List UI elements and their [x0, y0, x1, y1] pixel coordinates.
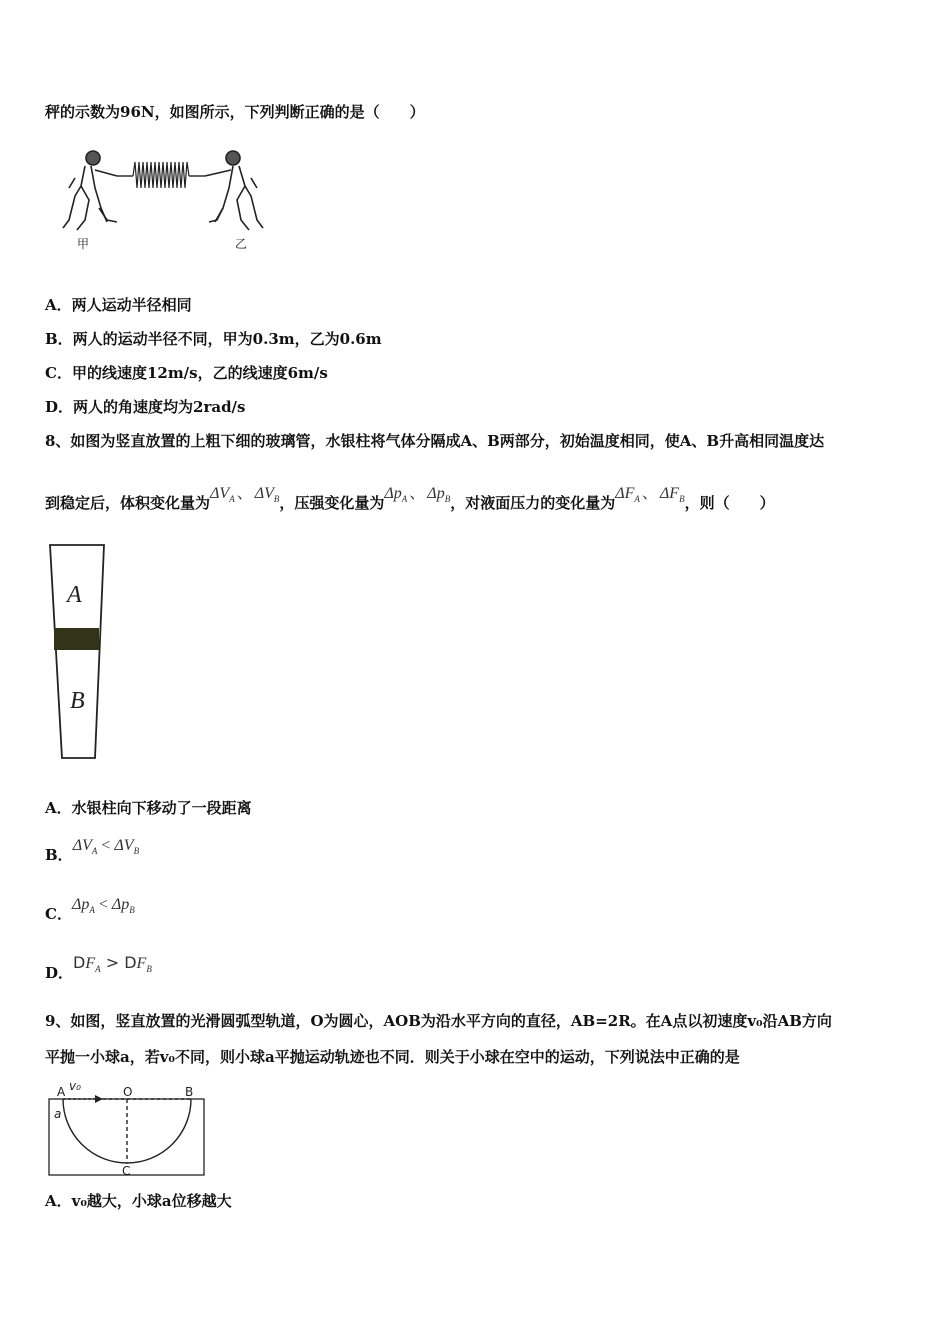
label-yi: 乙 [235, 237, 248, 251]
q8-stem-line2 [45, 485, 775, 519]
label-point-a: A [57, 1085, 66, 1099]
q8-tube-figure [45, 540, 115, 765]
label-jia: 甲 [77, 237, 90, 251]
q8-option-a: A．水银柱向下移动了一段距离 [45, 799, 252, 817]
q8-option-b-math: $\Delta V_A < \Delta V_B$ [72, 837, 140, 857]
q7-option-a: A．两人运动半径相同 [45, 296, 192, 314]
q7-stem: 秤的示数为96N，如图所示，下列判断正确的是（ ） [45, 103, 425, 121]
label-v0: v₀ [69, 1080, 81, 1093]
label-point-c: C [122, 1164, 131, 1178]
spring-scale [133, 162, 189, 188]
q8-text-then: ，则（ ） [684, 494, 775, 512]
label-point-b: B [185, 1085, 194, 1099]
q8-text-pressure: ，压强变化量为 [279, 494, 385, 512]
person-jia-figure [63, 151, 117, 230]
q9-track-figure [45, 1080, 210, 1180]
label-gas-b: B [70, 688, 85, 714]
q8-math-dp: $\Delta p_A$ 、 $\Delta p_B$ [384, 485, 451, 505]
q8-option-d: D．$DF_A > DF_B$ [45, 953, 152, 982]
q8-option-d-math: $DF_A > DF_B$ [73, 953, 152, 975]
label-ball-a: a [54, 1107, 62, 1121]
label-gas-a: A [67, 582, 82, 608]
q9-stem-line2: 平抛一小球a，若v₀不同，则小球a平抛运动轨迹也不同．则关于小球在空中的运动，下列说法中正确的是 [45, 1048, 740, 1066]
q9-stem-line1: 9、如图，竖直放置的光滑圆弧型轨道，O为圆心，AOB为沿水平方向的直径，AB=2R。在A点以初速度v₀沿AB方向 [45, 1012, 832, 1030]
q7-figure [55, 148, 270, 258]
q8-option-b: B．$\Delta V_A < \Delta V_B$ [45, 837, 140, 864]
q8-stem-line1: 8、如图为竖直放置的上粗下细的玻璃管，水银柱将气体分隔成A、B两部分，初始温度相同，使A、B升高相同温度达 [45, 432, 825, 450]
q8-option-c: C．$\Delta p_A < \Delta p_B$ [45, 896, 135, 923]
q8-math-df: $\Delta F_A$ 、 $\Delta F_B$ [615, 485, 685, 505]
mercury-column [54, 628, 99, 650]
q7-option-d: D．两人的角速度均为2rad/s [45, 398, 246, 416]
q8-text-force: ，对液面压力的变化量为 [450, 494, 616, 512]
q9-option-a: A．v₀越大，小球a位移越大 [45, 1192, 232, 1210]
q7-option-b: B．两人的运动半径不同，甲为0.3m，乙为0.6m [45, 330, 382, 348]
q8-text-volume: 到稳定后，体积变化量为 [45, 494, 211, 512]
q8-option-c-math: $\Delta p_A < \Delta p_B$ [71, 896, 135, 916]
q7-option-c: C．甲的线速度12m/s，乙的线速度6m/s [45, 364, 328, 382]
person-yi-figure [205, 151, 263, 230]
q8-math-dv: $\Delta V_A$ 、 $\Delta V_B$ [210, 485, 280, 505]
label-point-o: O [123, 1085, 133, 1099]
